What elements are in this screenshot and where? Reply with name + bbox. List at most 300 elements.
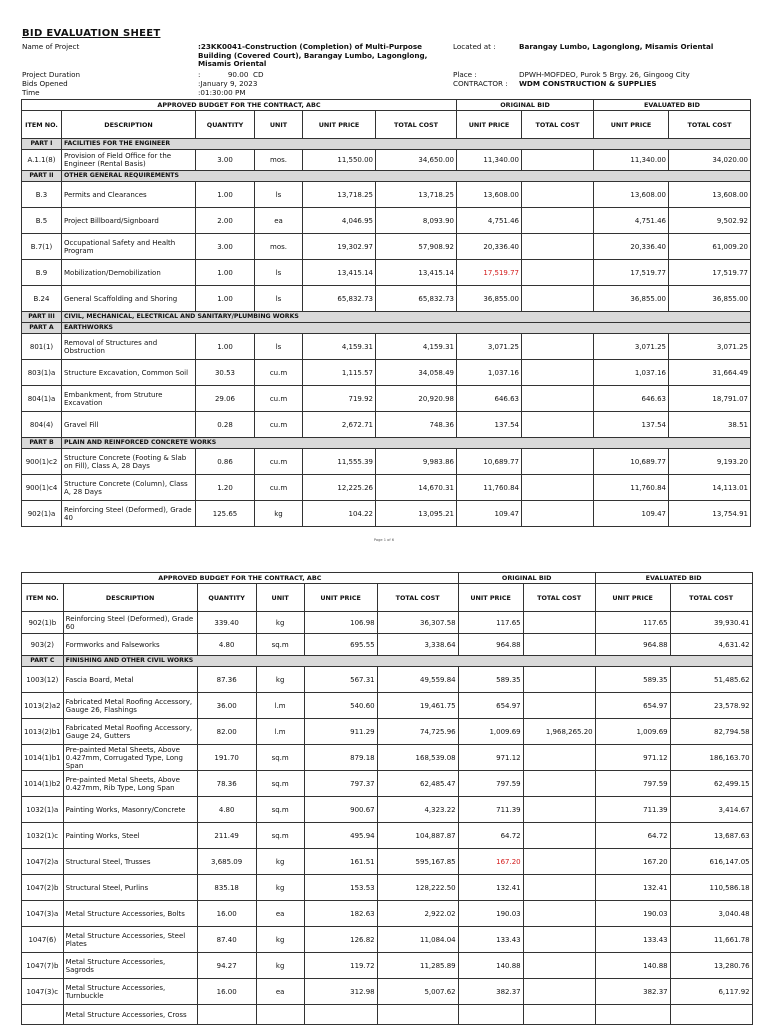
unit-cell: kg bbox=[256, 953, 304, 979]
eval-unit-price-cell: 132.41 bbox=[595, 875, 670, 901]
time-value: :01:30:00 PM bbox=[198, 88, 246, 97]
description-cell: Painting Works, Steel bbox=[63, 823, 197, 849]
quantity-cell: 4.80 bbox=[197, 797, 256, 823]
quantity-cell: 16.00 bbox=[197, 979, 256, 1005]
abc-unit-price-cell: 540.60 bbox=[304, 693, 377, 719]
eval-unit-price-cell: 167.20 bbox=[595, 849, 670, 875]
orig-unit-price-cell: 17,519.77 bbox=[457, 260, 522, 286]
orig-total-cost-cell bbox=[523, 667, 595, 693]
quantity-cell: 3.00 bbox=[196, 234, 255, 260]
abc-total-cost-cell: 8,093.90 bbox=[376, 208, 457, 234]
item-no-cell: 1032(1)a bbox=[22, 797, 64, 823]
table-row bbox=[22, 667, 753, 693]
col-eval-total-cost: TOTAL COST bbox=[670, 584, 752, 612]
eval-total-cost-cell: 9,502.92 bbox=[669, 208, 751, 234]
table-row bbox=[22, 501, 751, 527]
abc-unit-price-cell: 119.72 bbox=[304, 953, 377, 979]
bids-opened-label: Bids Opened bbox=[22, 79, 68, 88]
orig-total-cost-cell bbox=[522, 501, 594, 527]
table-row bbox=[22, 386, 751, 412]
eval-total-cost-cell: 6,117.92 bbox=[670, 979, 752, 1005]
table-row bbox=[22, 475, 751, 501]
abc-unit-price-cell: 911.29 bbox=[304, 719, 377, 745]
abc-unit-price-cell: 312.98 bbox=[304, 979, 377, 1005]
orig-unit-price-cell: 1,009.69 bbox=[458, 719, 523, 745]
section-code: PART I bbox=[22, 139, 62, 150]
abc-unit-price-cell: 11,550.00 bbox=[303, 150, 376, 171]
orig-unit-price-cell: 190.03 bbox=[458, 901, 523, 927]
abc-total-cost-cell: 14,670.31 bbox=[376, 475, 457, 501]
table-row bbox=[22, 797, 753, 823]
eval-total-cost-cell: 18,791.07 bbox=[669, 386, 751, 412]
place-label: Place : bbox=[453, 70, 477, 79]
duration-value: : 90.00 CD bbox=[198, 70, 264, 79]
unit-cell: sq.m bbox=[256, 634, 304, 656]
abc-total-cost-cell: 20,920.98 bbox=[376, 386, 457, 412]
quantity-cell: 1.00 bbox=[196, 182, 255, 208]
eval-unit-price-cell: 646.63 bbox=[594, 386, 669, 412]
eval-unit-price-cell: 3,071.25 bbox=[594, 334, 669, 360]
original-bid-header: ORIGINAL BID bbox=[458, 573, 595, 584]
eval-unit-price-cell: 971.12 bbox=[595, 745, 670, 771]
orig-unit-price-cell: 10,689.77 bbox=[457, 449, 522, 475]
orig-total-cost-cell bbox=[522, 334, 594, 360]
eval-total-cost-cell: 39,930.41 bbox=[670, 612, 752, 634]
description-cell: Metal Structure Accessories, Sagrods bbox=[63, 953, 197, 979]
item-no-cell: 902(1)b bbox=[22, 612, 64, 634]
time-label: Time bbox=[22, 88, 40, 97]
abc-total-cost-cell: 168,539.08 bbox=[377, 745, 458, 771]
col-unit: UNIT bbox=[255, 111, 303, 139]
col-description: DESCRIPTION bbox=[63, 584, 197, 612]
description-cell: General Scaffolding and Shoring bbox=[62, 286, 196, 312]
table-row bbox=[22, 208, 751, 234]
orig-unit-price-cell: 167.20 bbox=[458, 849, 523, 875]
duration-label: Project Duration bbox=[22, 70, 81, 79]
section-title: PLAIN AND REINFORCED CONCRETE WORKS bbox=[62, 438, 751, 449]
unit-cell: ls bbox=[255, 182, 303, 208]
orig-total-cost-cell bbox=[522, 208, 594, 234]
description-cell: Reinforcing Steel (Deformed), Grade 60 bbox=[63, 612, 197, 634]
eval-total-cost-cell: 4,631.42 bbox=[670, 634, 752, 656]
item-no-cell: 1013(2)b1 bbox=[22, 719, 64, 745]
abc-unit-price-cell: 2,672.71 bbox=[303, 412, 376, 438]
eval-total-cost-cell: 31,664.49 bbox=[669, 360, 751, 386]
quantity-cell: 1.00 bbox=[196, 334, 255, 360]
item-no-cell: 902(1)a bbox=[22, 501, 62, 527]
quantity-cell: 3.00 bbox=[196, 150, 255, 171]
col-unit: UNIT bbox=[256, 584, 304, 612]
abc-unit-price-cell: 19,302.97 bbox=[303, 234, 376, 260]
section-row bbox=[22, 438, 751, 449]
orig-total-cost-cell bbox=[522, 286, 594, 312]
orig-total-cost-cell bbox=[523, 875, 595, 901]
description-cell: Formworks and Falseworks bbox=[63, 634, 197, 656]
abc-unit-price-cell: 182.63 bbox=[304, 901, 377, 927]
quantity-cell: 211.49 bbox=[197, 823, 256, 849]
description-cell: Fabricated Metal Roofing Accessory, Gauge 24, Gutters bbox=[63, 719, 197, 745]
orig-total-cost-cell bbox=[523, 745, 595, 771]
project-name-label: Name of Project bbox=[22, 42, 80, 51]
section-title: FACILITIES FOR THE ENGINEER bbox=[62, 139, 751, 150]
orig-unit-price-cell: 797.59 bbox=[458, 771, 523, 797]
description-cell: Reinforcing Steel (Deformed), Grade 40 bbox=[62, 501, 196, 527]
eval-total-cost-cell: 36,855.00 bbox=[669, 286, 751, 312]
abc-unit-price-cell: 567.31 bbox=[304, 667, 377, 693]
unit-cell bbox=[256, 1005, 304, 1025]
eval-total-cost-cell: 13,687.63 bbox=[670, 823, 752, 849]
orig-total-cost-cell bbox=[523, 797, 595, 823]
eval-total-cost-cell: 34,020.00 bbox=[669, 150, 751, 171]
eval-unit-price-cell: 711.39 bbox=[595, 797, 670, 823]
abc-unit-price-cell: 161.51 bbox=[304, 849, 377, 875]
abc-total-cost-cell: 34,650.00 bbox=[376, 150, 457, 171]
orig-total-cost-cell bbox=[522, 386, 594, 412]
col-orig-unit-price: UNIT PRICE bbox=[458, 584, 523, 612]
section-row bbox=[22, 171, 751, 182]
orig-total-cost-cell bbox=[522, 234, 594, 260]
abc-unit-price-cell: 11,555.39 bbox=[303, 449, 376, 475]
contractor-value: WDM CONSTRUCTION & SUPPLIES bbox=[519, 79, 657, 88]
item-no-cell: 804(4) bbox=[22, 412, 62, 438]
item-no-cell: 1014(1)b2 bbox=[22, 771, 64, 797]
orig-unit-price-cell: 133.43 bbox=[458, 927, 523, 953]
orig-total-cost-cell bbox=[523, 693, 595, 719]
abc-total-cost-cell: 62,485.47 bbox=[377, 771, 458, 797]
eval-unit-price-cell: 382.37 bbox=[595, 979, 670, 1005]
unit-cell: cu.m bbox=[255, 412, 303, 438]
description-cell: Metal Structure Accessories, Steel Plates bbox=[63, 927, 197, 953]
eval-unit-price-cell: 20,336.40 bbox=[594, 234, 669, 260]
section-title: FINISHING AND OTHER CIVIL WORKS bbox=[63, 656, 752, 667]
eval-total-cost-cell: 38.51 bbox=[669, 412, 751, 438]
abc-total-cost-cell: 13,718.25 bbox=[376, 182, 457, 208]
item-no-cell: 1003(12) bbox=[22, 667, 64, 693]
abc-unit-price-cell: 797.37 bbox=[304, 771, 377, 797]
evaluation-table-page1 bbox=[21, 99, 751, 527]
original-bid-header: ORIGINAL BID bbox=[457, 100, 594, 111]
description-cell: Project Billboard/Signboard bbox=[62, 208, 196, 234]
orig-total-cost-cell bbox=[522, 150, 594, 171]
orig-unit-price-cell: 646.63 bbox=[457, 386, 522, 412]
col-abc-total-cost: TOTAL COST bbox=[377, 584, 458, 612]
unit-cell: kg bbox=[256, 849, 304, 875]
unit-cell: sq.m bbox=[256, 745, 304, 771]
section-row bbox=[22, 139, 751, 150]
orig-total-cost-cell bbox=[523, 1005, 595, 1025]
eval-total-cost-cell: 3,071.25 bbox=[669, 334, 751, 360]
abc-total-cost-cell: 19,461.75 bbox=[377, 693, 458, 719]
quantity-cell: 4.80 bbox=[197, 634, 256, 656]
unit-cell: l.m bbox=[256, 719, 304, 745]
located-label: Located at : bbox=[453, 42, 496, 51]
eval-unit-price-cell: 17,519.77 bbox=[594, 260, 669, 286]
abc-total-cost-cell: 5,007.62 bbox=[377, 979, 458, 1005]
description-cell: Provision of Field Office for the Engineer (Rental Basis) bbox=[62, 150, 196, 171]
orig-unit-price-cell: 132.41 bbox=[458, 875, 523, 901]
abc-unit-price-cell: 126.82 bbox=[304, 927, 377, 953]
orig-total-cost-cell bbox=[522, 360, 594, 386]
unit-cell: ea bbox=[256, 979, 304, 1005]
unit-cell: cu.m bbox=[255, 449, 303, 475]
abc-unit-price-cell: 104.22 bbox=[303, 501, 376, 527]
table-row bbox=[22, 234, 751, 260]
contractor-label: CONTRACTOR : bbox=[453, 79, 508, 88]
abc-total-cost-cell: 11,084.04 bbox=[377, 927, 458, 953]
eval-total-cost-cell: 13,754.91 bbox=[669, 501, 751, 527]
orig-total-cost-cell bbox=[523, 849, 595, 875]
section-code: PART III bbox=[22, 312, 62, 323]
orig-unit-price-cell bbox=[458, 1005, 523, 1025]
section-code: PART C bbox=[22, 656, 64, 667]
eval-unit-price-cell: 589.35 bbox=[595, 667, 670, 693]
item-no-cell: 1014(1)b1 bbox=[22, 745, 64, 771]
unit-cell: sq.m bbox=[256, 823, 304, 849]
col-abc-unit-price: UNIT PRICE bbox=[304, 584, 377, 612]
unit-cell: ls bbox=[255, 334, 303, 360]
abc-total-cost-cell: 74,725.96 bbox=[377, 719, 458, 745]
orig-total-cost-cell bbox=[522, 412, 594, 438]
section-code: PART B bbox=[22, 438, 62, 449]
eval-total-cost-cell: 616,147.05 bbox=[670, 849, 752, 875]
item-no-cell: 801(1) bbox=[22, 334, 62, 360]
item-no-cell: 1013(2)a2 bbox=[22, 693, 64, 719]
orig-total-cost-cell bbox=[523, 823, 595, 849]
quantity-cell: 78.36 bbox=[197, 771, 256, 797]
abc-unit-price-cell: 153.53 bbox=[304, 875, 377, 901]
evaluated-bid-header: EVALUATED BID bbox=[594, 100, 751, 111]
eval-total-cost-cell: 82,794.58 bbox=[670, 719, 752, 745]
item-no-cell: 1047(6) bbox=[22, 927, 64, 953]
description-cell: Mobilization/Demobilization bbox=[62, 260, 196, 286]
eval-unit-price-cell: 10,689.77 bbox=[594, 449, 669, 475]
table-row bbox=[22, 953, 753, 979]
eval-unit-price-cell: 1,037.16 bbox=[594, 360, 669, 386]
quantity-cell: 125.65 bbox=[196, 501, 255, 527]
orig-unit-price-cell: 11,760.84 bbox=[457, 475, 522, 501]
orig-unit-price-cell: 654.97 bbox=[458, 693, 523, 719]
abc-total-cost-cell: 748.36 bbox=[376, 412, 457, 438]
abc-unit-price-cell: 495.94 bbox=[304, 823, 377, 849]
orig-unit-price-cell: 109.47 bbox=[457, 501, 522, 527]
eval-total-cost-cell bbox=[670, 1005, 752, 1025]
orig-unit-price-cell: 4,751.46 bbox=[457, 208, 522, 234]
orig-unit-price-cell: 117.65 bbox=[458, 612, 523, 634]
section-row bbox=[22, 656, 753, 667]
eval-total-cost-cell: 62,499.15 bbox=[670, 771, 752, 797]
eval-unit-price-cell: 140.88 bbox=[595, 953, 670, 979]
eval-unit-price-cell: 964.88 bbox=[595, 634, 670, 656]
eval-total-cost-cell: 3,414.67 bbox=[670, 797, 752, 823]
bids-opened-value: :January 9, 2023 bbox=[198, 79, 258, 88]
unit-cell: kg bbox=[256, 667, 304, 693]
table-row bbox=[22, 182, 751, 208]
item-no-cell: A.1.1(8) bbox=[22, 150, 62, 171]
table-row bbox=[22, 875, 753, 901]
table-row bbox=[22, 823, 753, 849]
description-cell: Occupational Safety and Health Program bbox=[62, 234, 196, 260]
orig-unit-price-cell: 20,336.40 bbox=[457, 234, 522, 260]
item-no-cell: 903(2) bbox=[22, 634, 64, 656]
quantity-cell: 36.00 bbox=[197, 693, 256, 719]
page-number: Page 1 of 6 bbox=[373, 538, 395, 542]
orig-unit-price-cell: 589.35 bbox=[458, 667, 523, 693]
item-no-cell: 1047(2)a bbox=[22, 849, 64, 875]
abc-unit-price-cell: 13,415.14 bbox=[303, 260, 376, 286]
eval-total-cost-cell: 17,519.77 bbox=[669, 260, 751, 286]
abc-unit-price-cell: 13,718.25 bbox=[303, 182, 376, 208]
quantity-cell: 82.00 bbox=[197, 719, 256, 745]
unit-cell: ea bbox=[256, 901, 304, 927]
abc-total-cost-cell: 2,922.02 bbox=[377, 901, 458, 927]
item-no-cell: B.9 bbox=[22, 260, 62, 286]
section-title: CIVIL, MECHANICAL, ELECTRICAL AND SANITARY/PLUMBING WORKS bbox=[62, 312, 751, 323]
description-cell: Metal Structure Accessories, Turnbuckle bbox=[63, 979, 197, 1005]
abc-header: APPROVED BUDGET FOR THE CONTRACT, ABC bbox=[22, 573, 459, 584]
abc-unit-price-cell: 719.92 bbox=[303, 386, 376, 412]
page-gap bbox=[0, 546, 768, 572]
abc-unit-price-cell: 879.18 bbox=[304, 745, 377, 771]
col-abc-unit-price: UNIT PRICE bbox=[303, 111, 376, 139]
abc-total-cost-cell: 36,307.58 bbox=[377, 612, 458, 634]
abc-total-cost-cell: 3,338.64 bbox=[377, 634, 458, 656]
description-cell: Removal of Structures and Obstruction bbox=[62, 334, 196, 360]
table-row bbox=[22, 849, 753, 875]
item-no-cell: 1032(1)c bbox=[22, 823, 64, 849]
item-no-cell: B.3 bbox=[22, 182, 62, 208]
abc-total-cost-cell: 128,222.50 bbox=[377, 875, 458, 901]
orig-total-cost-cell bbox=[523, 612, 595, 634]
table-body-page1 bbox=[22, 139, 751, 527]
unit-cell: kg bbox=[256, 875, 304, 901]
section-code: PART II bbox=[22, 171, 62, 182]
eval-total-cost-cell: 51,485.62 bbox=[670, 667, 752, 693]
place-value: DPWH-MOFDEO, Purok 5 Brgy. 26, Gingoog City bbox=[519, 70, 690, 79]
unit-cell: cu.m bbox=[255, 360, 303, 386]
description-cell: Metal Structure Accessories, Bolts bbox=[63, 901, 197, 927]
table-row bbox=[22, 449, 751, 475]
description-cell: Gravel Fill bbox=[62, 412, 196, 438]
orig-total-cost-cell bbox=[523, 634, 595, 656]
item-no-cell: 900(1)c4 bbox=[22, 475, 62, 501]
orig-total-cost-cell bbox=[522, 475, 594, 501]
abc-total-cost-cell: 104,887.87 bbox=[377, 823, 458, 849]
description-cell: Structure Excavation, Common Soil bbox=[62, 360, 196, 386]
abc-unit-price-cell bbox=[304, 1005, 377, 1025]
eval-unit-price-cell bbox=[595, 1005, 670, 1025]
quantity-cell: 1.00 bbox=[196, 286, 255, 312]
evaluation-table-page2 bbox=[21, 572, 753, 1025]
col-quantity: QUANTITY bbox=[196, 111, 255, 139]
description-cell: Fabricated Metal Roofing Accessory, Gauge 26, Flashings bbox=[63, 693, 197, 719]
section-title: EARTHWORKS bbox=[62, 323, 751, 334]
orig-total-cost-cell bbox=[523, 901, 595, 927]
abc-total-cost-cell: 13,415.14 bbox=[376, 260, 457, 286]
description-cell: Metal Structure Accessories, Cross bbox=[63, 1005, 197, 1025]
eval-unit-price-cell: 117.65 bbox=[595, 612, 670, 634]
unit-cell: cu.m bbox=[255, 475, 303, 501]
quantity-cell: 2.00 bbox=[196, 208, 255, 234]
abc-total-cost-cell: 57,908.92 bbox=[376, 234, 457, 260]
table-row bbox=[22, 719, 753, 745]
table-row bbox=[22, 745, 753, 771]
quantity-cell: 16.00 bbox=[197, 901, 256, 927]
orig-total-cost-cell bbox=[522, 449, 594, 475]
item-no-cell: B.5 bbox=[22, 208, 62, 234]
item-no-cell: 1047(3)c bbox=[22, 979, 64, 1005]
description-cell: Pre-painted Metal Sheets, Above 0.427mm, Corrugated Type, Long Span bbox=[63, 745, 197, 771]
eval-unit-price-cell: 11,760.84 bbox=[594, 475, 669, 501]
abc-total-cost-cell bbox=[377, 1005, 458, 1025]
table-row bbox=[22, 979, 753, 1005]
col-item-no: ITEM NO. bbox=[22, 584, 64, 612]
section-code: PART A bbox=[22, 323, 62, 334]
abc-unit-price-cell: 65,832.73 bbox=[303, 286, 376, 312]
orig-unit-price-cell: 1,037.16 bbox=[457, 360, 522, 386]
table-row bbox=[22, 150, 751, 171]
eval-unit-price-cell: 133.43 bbox=[595, 927, 670, 953]
project-location: Barangay Lumbo, Lagonglong, Misamis Oriental bbox=[519, 42, 714, 51]
abc-total-cost-cell: 13,095.21 bbox=[376, 501, 457, 527]
abc-total-cost-cell: 11,285.89 bbox=[377, 953, 458, 979]
eval-unit-price-cell: 64.72 bbox=[595, 823, 670, 849]
orig-total-cost-cell bbox=[522, 182, 594, 208]
description-cell: Permits and Clearances bbox=[62, 182, 196, 208]
abc-total-cost-cell: 595,167.85 bbox=[377, 849, 458, 875]
description-cell: Fascia Board, Metal bbox=[63, 667, 197, 693]
section-row bbox=[22, 312, 751, 323]
orig-total-cost-cell bbox=[523, 771, 595, 797]
unit-cell: mos. bbox=[255, 150, 303, 171]
unit-cell: kg bbox=[255, 501, 303, 527]
eval-unit-price-cell: 4,751.46 bbox=[594, 208, 669, 234]
eval-unit-price-cell: 11,340.00 bbox=[594, 150, 669, 171]
table-row bbox=[22, 1005, 753, 1025]
eval-unit-price-cell: 1,009.69 bbox=[595, 719, 670, 745]
description-cell: Structure Concrete (Footing & Slab on Fill), Class A, 28 Days bbox=[62, 449, 196, 475]
unit-cell: sq.m bbox=[256, 771, 304, 797]
orig-total-cost-cell bbox=[523, 979, 595, 1005]
col-orig-total-cost: TOTAL COST bbox=[523, 584, 595, 612]
abc-unit-price-cell: 106.98 bbox=[304, 612, 377, 634]
orig-unit-price-cell: 13,608.00 bbox=[457, 182, 522, 208]
eval-total-cost-cell: 186,163.70 bbox=[670, 745, 752, 771]
col-item-no: ITEM NO. bbox=[22, 111, 62, 139]
unit-cell: kg bbox=[256, 927, 304, 953]
quantity-cell: 1.00 bbox=[196, 260, 255, 286]
item-no-cell: 803(1)a bbox=[22, 360, 62, 386]
abc-unit-price-cell: 4,046.95 bbox=[303, 208, 376, 234]
unit-cell: kg bbox=[256, 612, 304, 634]
table-row bbox=[22, 771, 753, 797]
orig-total-cost-cell bbox=[522, 260, 594, 286]
table-row bbox=[22, 360, 751, 386]
orig-unit-price-cell: 11,340.00 bbox=[457, 150, 522, 171]
table-row bbox=[22, 260, 751, 286]
unit-cell: mos. bbox=[255, 234, 303, 260]
orig-unit-price-cell: 137.54 bbox=[457, 412, 522, 438]
eval-unit-price-cell: 109.47 bbox=[594, 501, 669, 527]
eval-unit-price-cell: 13,608.00 bbox=[594, 182, 669, 208]
document-title: BID EVALUATION SHEET bbox=[22, 28, 161, 39]
table-row bbox=[22, 927, 753, 953]
section-row bbox=[22, 323, 751, 334]
orig-unit-price-cell: 36,855.00 bbox=[457, 286, 522, 312]
abc-total-cost-cell: 34,058.49 bbox=[376, 360, 457, 386]
description-cell: Painting Works, Masonry/Concrete bbox=[63, 797, 197, 823]
col-eval-unit-price: UNIT PRICE bbox=[595, 584, 670, 612]
eval-total-cost-cell: 13,280.76 bbox=[670, 953, 752, 979]
